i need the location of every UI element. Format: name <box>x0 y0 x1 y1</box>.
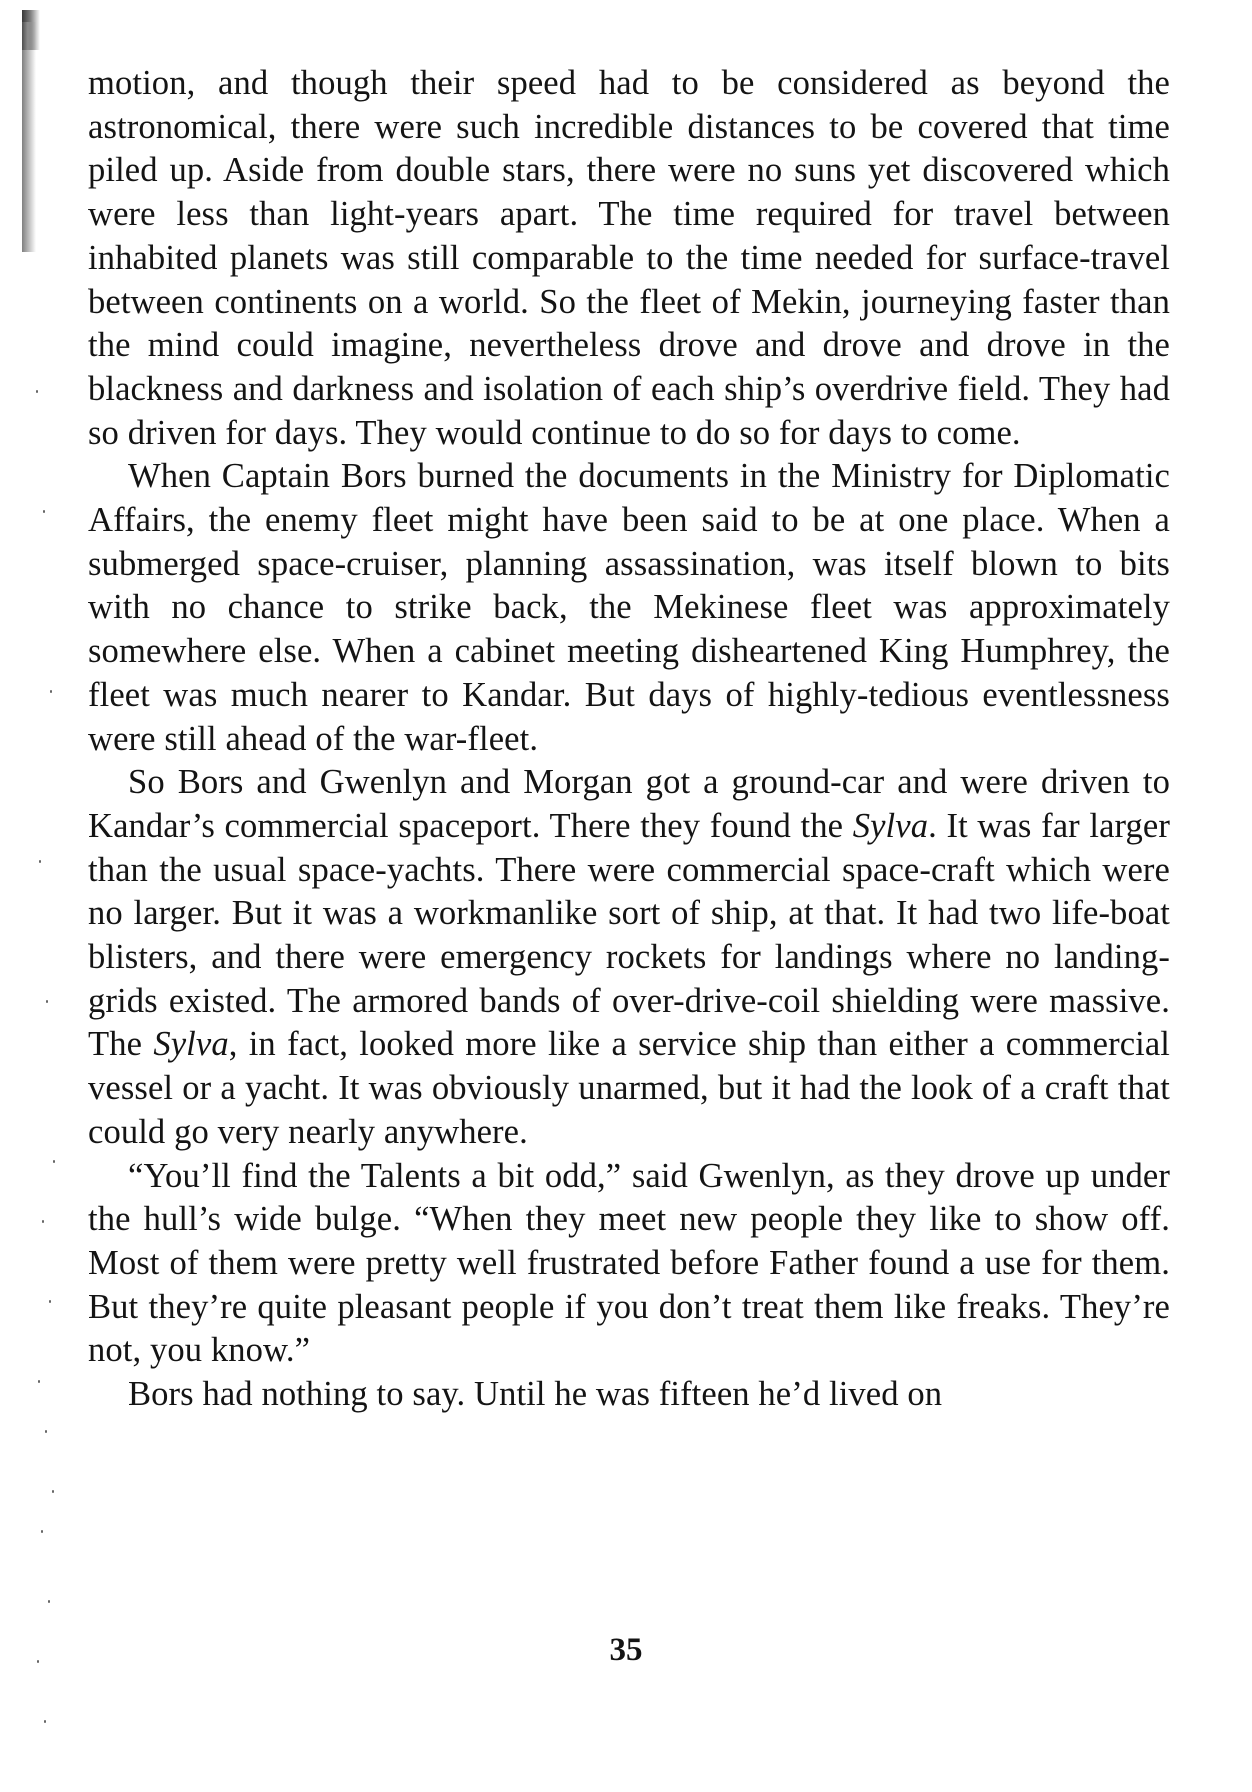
paragraph-3-part-b: . It was far larger than the usual space-yachts. There were commercial space-craft which were no larger. But it was a workmanlike sort of ship, at that. It had two life-boat blisters, and there were emergency rockets for landings where no landing-grids existed. The armored bands of over-drive-coil shielding were massive. The <box>88 806 1170 1064</box>
paragraph-4: “You’ll find the Talents a bit odd,” said Gwenlyn, as they drove up under the hull’s wide bulge. “When they meet new people they like to show off. Most of them were pretty well frustrated before Father found a use for them. But they’re quite pleasant people if you don’t treat them like freaks. They’re not, you know.” <box>88 1156 1170 1370</box>
scan-edge-specks <box>36 300 66 1750</box>
body-text <box>88 62 1170 1417</box>
scan-speck <box>49 1300 51 1303</box>
page-number: 35 <box>609 1632 643 1668</box>
scan-speck <box>36 390 38 393</box>
scan-speck <box>43 510 45 513</box>
paragraph-3-part-a: So Bors and Gwenlyn and Morgan got a ground-car and were driven to Kandar’s commercial spaceport. There they found the <box>88 763 1170 845</box>
ship-name-sylva: Sylva <box>852 806 929 845</box>
scan-speck <box>38 1380 40 1383</box>
paragraph-5: Bors had nothing to say. Until he was fifteen he’d lived on <box>128 1375 943 1414</box>
scan-speck <box>44 1720 46 1723</box>
scan-speck <box>48 1600 50 1603</box>
scan-speck <box>42 1220 44 1223</box>
scan-speck <box>46 1000 48 1003</box>
paragraph-3-part-c: , in fact, looked more like a service ship than either a commercial vessel or a yacht. It was obviously unarmed, but it had the look of a craft that could go very nearly anywhere. <box>88 1025 1170 1151</box>
scan-edge-shadow <box>22 22 36 252</box>
scan-speck <box>53 1160 55 1163</box>
paragraph-3 <box>88 761 1170 1154</box>
paragraph-1: motion, and though their speed had to be considered as beyond the astronomical, there were such incredible distances to be covered that time piled up. Aside from double stars, there were no suns yet discovered which were less than light-years apart. The time required for travel between inhabited planets was still comparable to the time needed for surface-travel between continents on a world. So the fleet of Mekin, journeying faster than the mind could imagine, nevertheless drove and drove and drove in the blackness and darkness and isolation of each ship’s overdrive field. They had so driven for days. They would continue to do so for days to come. <box>88 64 1170 452</box>
scan-speck <box>39 860 41 863</box>
scan-speck <box>45 1430 47 1433</box>
paragraph-2: When Captain Bors burned the documents in the Ministry for Diplomatic Affairs, the enemy fleet might have been said to be at one place. When a submerged space-cruiser, planning assassination, was itself blown to bits with no chance to strike back, the Mekinese fleet was approximately somewhere else. When a cabinet meeting disheartened King Humphrey, the fleet was much nearer to Kandar. But days of highly-tedious eventlessness were still ahead of the war-fleet. <box>88 457 1170 758</box>
scan-speck <box>41 1530 43 1533</box>
scan-speck <box>50 690 52 693</box>
ship-name-sylva-2: Sylva <box>153 1025 229 1064</box>
scan-speck <box>52 1490 54 1493</box>
